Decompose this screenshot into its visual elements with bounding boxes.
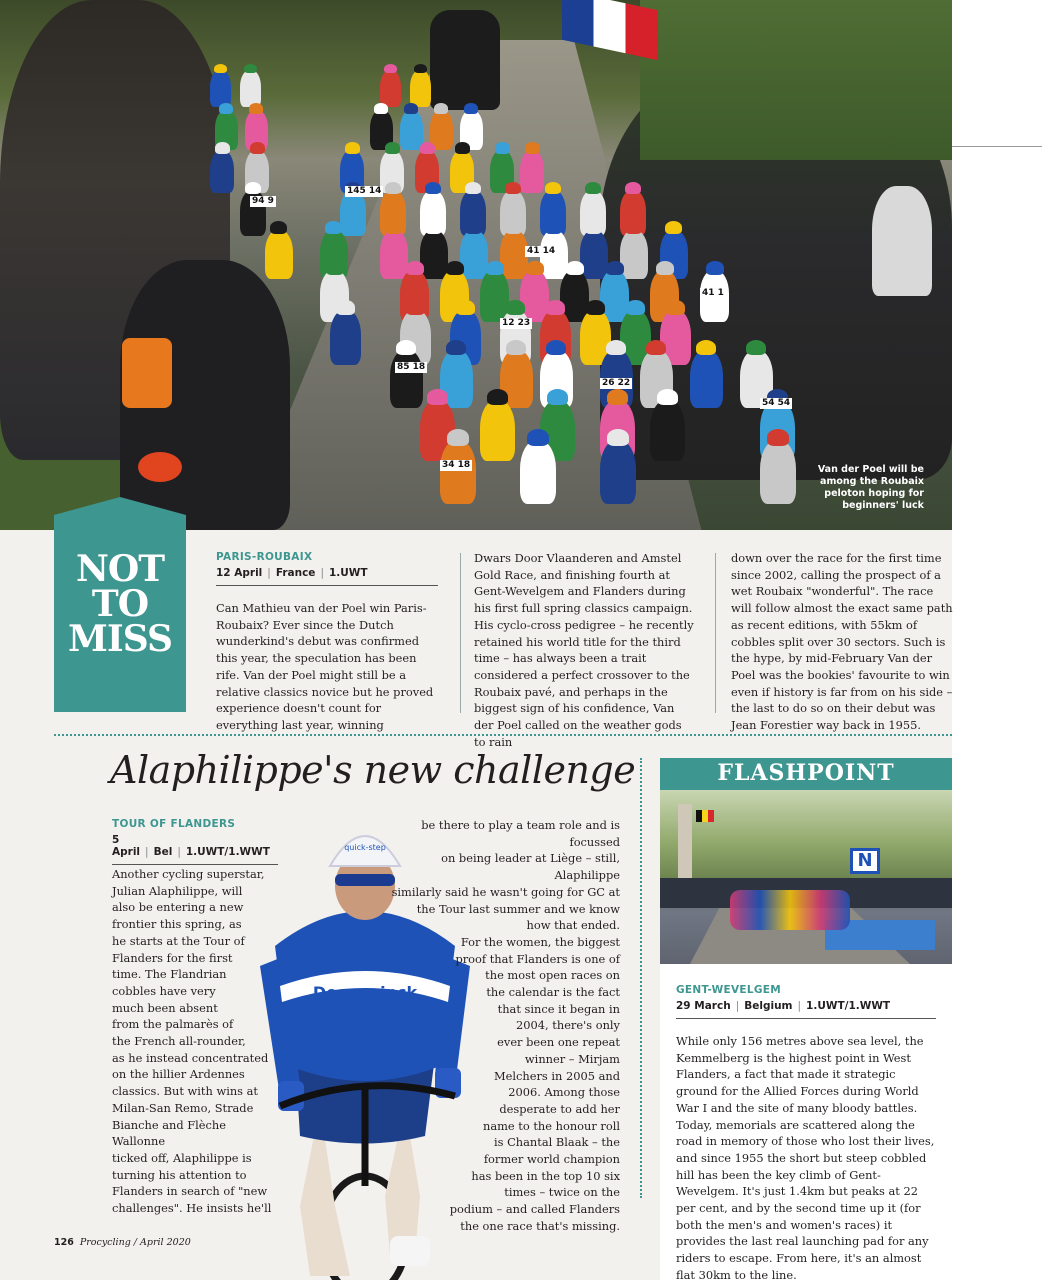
rider-helmet bbox=[244, 64, 257, 74]
text-line: ever been one repeat bbox=[497, 1035, 620, 1050]
rider-helmet bbox=[487, 389, 508, 405]
rider-helmet bbox=[585, 221, 602, 234]
text-line: times – twice on the bbox=[504, 1185, 620, 1200]
not-to-miss-label bbox=[54, 548, 186, 660]
rider bbox=[520, 150, 544, 193]
section-divider-dotted bbox=[54, 734, 952, 736]
page-folio bbox=[54, 1237, 191, 1248]
rider-helmet bbox=[606, 261, 624, 275]
race-country: France bbox=[275, 567, 316, 579]
text-line: the most open races on bbox=[485, 968, 620, 983]
text-line: time. The Flandrian bbox=[112, 967, 227, 982]
rider bbox=[210, 150, 234, 193]
bib-number: 34 18 bbox=[442, 460, 471, 470]
bib-number: 85 18 bbox=[397, 362, 426, 372]
race-date: 12 April bbox=[216, 567, 263, 579]
text-line: name to the honour roll bbox=[483, 1118, 620, 1133]
roubaix-header bbox=[216, 551, 438, 586]
rider-helmet bbox=[665, 221, 682, 234]
rider-helmet bbox=[486, 261, 504, 275]
rider bbox=[520, 440, 556, 504]
rider-helmet bbox=[666, 300, 685, 314]
text-line: 2006. Among those bbox=[508, 1085, 620, 1100]
text-line: desperate to add her bbox=[499, 1101, 620, 1116]
text-line: turning his attention to bbox=[112, 1167, 247, 1182]
rider-helmet bbox=[656, 261, 674, 275]
rider-helmet bbox=[385, 221, 402, 234]
rider bbox=[600, 440, 636, 504]
riders-group bbox=[730, 890, 850, 930]
right-column-lines bbox=[380, 817, 620, 1235]
rider bbox=[580, 230, 608, 279]
rider-helmet bbox=[657, 389, 678, 405]
rider bbox=[480, 400, 515, 461]
rider-helmet bbox=[456, 300, 475, 314]
rider-helmet bbox=[606, 340, 626, 355]
text-line: the calendar is the fact bbox=[486, 985, 620, 1000]
rider-helmet bbox=[420, 142, 435, 153]
rider-helmet bbox=[706, 261, 724, 275]
text-line: is Chantal Blaak – the bbox=[493, 1135, 620, 1150]
rider bbox=[650, 400, 685, 461]
race-category: 1.UWT/1.WWT bbox=[806, 1000, 891, 1012]
race-category: 1.UWT bbox=[328, 567, 368, 579]
rider-helmet bbox=[506, 340, 526, 355]
rider-helmet bbox=[646, 340, 666, 355]
race-country: Belgium bbox=[744, 1000, 793, 1012]
race-category: 1.UWT/1.WWT bbox=[185, 846, 270, 858]
roubaix-col-3: down over the race for the first time since 2002, calling the prospect of a wet Roubaix "wonderful". The race will follow almost the exact same path as recent editions, with 55km of cobbles split over 30 sectors. Such is the hype, by mid-February Van der Poel was the bookies' favourite to win even if history is far from on his side – the last to do so on their debut was Jean Forestier way back in 1955. bbox=[731, 551, 953, 733]
text-line: Milan-San Remo, Strade bbox=[112, 1100, 254, 1115]
rider-helmet bbox=[626, 300, 645, 314]
rider-helmet bbox=[336, 300, 355, 314]
wevelgem-header bbox=[676, 984, 936, 1019]
rider-helmet bbox=[545, 182, 561, 194]
rider-helmet bbox=[427, 389, 448, 405]
page-margin-strip bbox=[952, 0, 1042, 1280]
text-line: Melchers in 2005 and bbox=[493, 1068, 620, 1083]
column-divider bbox=[715, 553, 716, 713]
text-line: as he instead concentrated bbox=[112, 1050, 269, 1065]
rider-helmet bbox=[425, 221, 442, 234]
bib-number: 41 1 bbox=[702, 288, 724, 298]
rider-helmet bbox=[434, 103, 448, 114]
text-line: podium – and called Flanders bbox=[449, 1202, 620, 1217]
text-line: For the women, the biggest bbox=[460, 934, 620, 949]
hero-caption: Van der Poel will be among the Roubaix peloton hoping for beginners' luck bbox=[817, 464, 924, 511]
rider-helmet bbox=[406, 300, 425, 314]
hero-photo-peloton bbox=[0, 0, 952, 530]
text-line: the one race that's missing. bbox=[460, 1218, 620, 1233]
shoe bbox=[390, 1236, 430, 1266]
text-line: winner – Mirjam bbox=[524, 1051, 620, 1066]
text-line: that since it began in bbox=[497, 1001, 620, 1016]
rider-helmet bbox=[607, 389, 628, 405]
rider-helmet bbox=[526, 261, 544, 275]
bib-number: 54 54 bbox=[762, 398, 791, 408]
badge-line: TO bbox=[91, 583, 149, 625]
bib-number: 94 9 bbox=[252, 196, 274, 206]
rider-helmet bbox=[505, 182, 521, 194]
rider-helmet bbox=[250, 142, 265, 153]
rider bbox=[460, 230, 488, 279]
race-meta: 5 April | Bel | 1.UWT/1.WWT bbox=[112, 834, 270, 858]
rider-helmet bbox=[625, 221, 642, 234]
text-line: how that ended. bbox=[526, 918, 620, 933]
rider-helmet bbox=[406, 261, 424, 275]
rider bbox=[240, 70, 261, 107]
rider-helmet bbox=[374, 103, 388, 114]
text-line: Another cycling superstar, bbox=[112, 867, 265, 881]
text-line: Flanders for the first bbox=[112, 950, 233, 965]
race-country: Bel bbox=[153, 846, 173, 858]
text-line: challenges". He insists he'll bbox=[112, 1201, 272, 1216]
bib-number: 26 22 bbox=[602, 378, 631, 388]
rider bbox=[620, 230, 648, 279]
text-line: the Tour last summer and we know bbox=[416, 901, 620, 916]
rider bbox=[500, 230, 528, 279]
race-meta: 12 April | France | 1.UWT bbox=[216, 567, 368, 579]
page-number: 126 bbox=[54, 1237, 74, 1248]
text-line: from the palmarès of bbox=[112, 1017, 234, 1032]
left-column-lines bbox=[112, 866, 282, 1217]
text-line: Flanders in search of "new bbox=[112, 1184, 268, 1199]
rider-helmet bbox=[607, 429, 629, 446]
rider-helmet bbox=[505, 221, 522, 234]
badge-line: MISS bbox=[68, 618, 172, 660]
race-date: 5 April bbox=[112, 834, 141, 858]
rider-helmet bbox=[245, 182, 261, 194]
motorbike bbox=[430, 10, 500, 110]
rider-helmet bbox=[404, 103, 418, 114]
text-line: frontier this spring, as bbox=[112, 917, 242, 932]
bib-number: 145 14 bbox=[347, 186, 382, 196]
rider bbox=[380, 230, 408, 279]
memorial-obelisk bbox=[678, 804, 692, 884]
rider-helmet bbox=[215, 142, 230, 153]
rider bbox=[410, 70, 431, 107]
rider-helmet bbox=[525, 142, 540, 153]
rider-helmet bbox=[385, 182, 401, 194]
rider bbox=[690, 350, 723, 408]
rider-helmet bbox=[586, 300, 605, 314]
rider bbox=[400, 110, 423, 150]
race-kicker: PARIS-ROUBAIX bbox=[216, 551, 313, 563]
race-date: 29 March bbox=[676, 1000, 731, 1012]
text-line: has been in the top 10 six bbox=[471, 1168, 620, 1183]
rider bbox=[330, 310, 361, 365]
rider-helmet bbox=[396, 340, 416, 355]
text-line: former world champion bbox=[483, 1152, 620, 1167]
grass-right bbox=[640, 0, 952, 160]
feature-col-right bbox=[380, 817, 620, 1235]
roubaix-col-2: Dwars Door Vlaanderen and Amstel Gold Race, and finishing fourth at Gent-Wevelgem and Flanders during his first full spring classics campaign. His cyclo-cross pedigree – he recently retained his world title for the third time – has always been a trait considered a perfect crossover to the Roubaix pavé, and perhaps in the biggest sign of his confidence, Van der Poel called on the weather gods to rain bbox=[474, 551, 694, 749]
rider bbox=[390, 350, 423, 408]
orange-helmet bbox=[138, 452, 182, 482]
text-line: Julian Alaphilippe, will bbox=[112, 883, 243, 898]
text-line: proof that Flanders is one of bbox=[455, 951, 620, 966]
spectator-white-coat bbox=[872, 186, 932, 296]
helmet-brand: quick-step bbox=[344, 843, 386, 852]
text-line: ticked off, Alaphilippe is bbox=[112, 1150, 252, 1165]
text-line: cobbles have very bbox=[112, 983, 216, 998]
rider-helmet bbox=[425, 182, 441, 194]
feature-headline: Alaphilippe's new challenge bbox=[110, 748, 636, 792]
rider bbox=[420, 230, 448, 279]
text-line: much been absent bbox=[112, 1000, 218, 1015]
text-line: he starts at the Tour of bbox=[112, 933, 245, 948]
rider-helmet bbox=[696, 340, 716, 355]
race-meta: 29 March | Belgium | 1.UWT/1.WWT bbox=[676, 1000, 891, 1012]
rider bbox=[380, 70, 401, 107]
rider-helmet bbox=[414, 64, 427, 74]
jersey-brand: Deceuninck bbox=[312, 983, 418, 1002]
text-line: also be entering a new bbox=[112, 900, 244, 915]
text-line: on being leader at Liège – still, Alaphilippe bbox=[441, 851, 620, 883]
rider-helmet bbox=[447, 429, 469, 446]
rider-helmet bbox=[527, 429, 549, 446]
text-line: Bianche and Flèche Wallonne bbox=[112, 1117, 227, 1149]
text-line: on the hillier Ardennes bbox=[112, 1067, 245, 1082]
text-line: be there to play a team role and is focussed bbox=[421, 818, 620, 849]
rider bbox=[440, 440, 476, 504]
trees bbox=[660, 790, 952, 880]
rider-helmet bbox=[746, 340, 766, 355]
margin-rule bbox=[952, 146, 1042, 147]
flashpoint-body: While only 156 metres above sea level, the Kemmelberg is the highest point in West Flanders, a fact that made it strategic ground for the Allied Forces during World War I and the site of many bloody battles. Today, memorials are scattered along the road in memory of those who lost their lives, and since 1955 the short but steep cobbled hill has been the key climb of Gent-Wevelgem. It's just 1.4km but peaks at 22 per cent, and by the second time up it (for both the men's and women's races) it provides the last real launching pad for any riders to escape. From here, it's an almost flat 30km to the line. bbox=[676, 1034, 935, 1280]
rider-helmet bbox=[249, 103, 263, 114]
rider-helmet bbox=[495, 142, 510, 153]
flashpoint-title: FLASHPOINT bbox=[717, 760, 895, 786]
rider-helmet bbox=[214, 64, 227, 74]
race-kicker: GENT-WEVELGEM bbox=[676, 984, 781, 996]
rider-helmet bbox=[385, 142, 400, 153]
rider-helmet bbox=[219, 103, 233, 114]
rider-helmet bbox=[465, 182, 481, 194]
flag-belgium bbox=[696, 810, 714, 822]
rider-helmet bbox=[546, 340, 566, 355]
race-kicker: TOUR OF FLANDERS bbox=[112, 818, 236, 830]
rider-helmet bbox=[547, 389, 568, 405]
column-divider bbox=[460, 553, 461, 713]
rider-helmet bbox=[465, 221, 482, 234]
rider-helmet bbox=[446, 340, 466, 355]
meta-rule bbox=[216, 585, 438, 586]
rider bbox=[760, 440, 796, 504]
rider-helmet bbox=[325, 221, 342, 234]
rider-helmet bbox=[326, 261, 344, 275]
text-line: similarly said he wasn't going for GC at bbox=[391, 884, 620, 899]
rider-helmet bbox=[446, 261, 464, 275]
bib-number: 41 14 bbox=[527, 246, 556, 256]
roubaix-col-1: Can Mathieu van der Poel win Paris-Roubaix? Ever since the Dutch wunderkind's debut was confirmed this year, the speculation has been rife. Van der Poel might still be a relative classics novice but he proved experience doesn't count for everything last year, winning bbox=[216, 601, 434, 732]
orange-vest-marshal bbox=[122, 338, 172, 408]
rider bbox=[210, 70, 231, 107]
rider-helmet bbox=[384, 64, 397, 74]
kemmelberg-photo bbox=[660, 790, 952, 964]
rider-helmet bbox=[455, 142, 470, 153]
text-line: classics. But with wins at bbox=[112, 1084, 259, 1099]
rider bbox=[265, 230, 293, 279]
text-line: 2004, there's only bbox=[516, 1018, 620, 1033]
rider-helmet bbox=[506, 300, 525, 314]
meta-rule bbox=[676, 1018, 936, 1019]
feature-col-left bbox=[112, 866, 282, 1217]
publication-name: Procycling / April 2020 bbox=[79, 1237, 191, 1248]
rider-helmet bbox=[566, 261, 584, 275]
rider-helmet bbox=[464, 103, 478, 114]
bib-number: 12 23 bbox=[502, 318, 531, 328]
text-line: the French all-rounder, bbox=[112, 1034, 246, 1049]
vertical-divider-dotted bbox=[640, 758, 642, 1198]
n-sign-letter: N bbox=[857, 850, 873, 871]
rider-helmet bbox=[767, 429, 789, 446]
rider-helmet bbox=[270, 221, 287, 234]
badge-line: NOT bbox=[75, 548, 165, 590]
rider-helmet bbox=[546, 300, 565, 314]
rider-helmet bbox=[585, 182, 601, 194]
rider-helmet bbox=[545, 221, 562, 234]
rider-helmet bbox=[625, 182, 641, 194]
rider-helmet bbox=[345, 142, 360, 153]
